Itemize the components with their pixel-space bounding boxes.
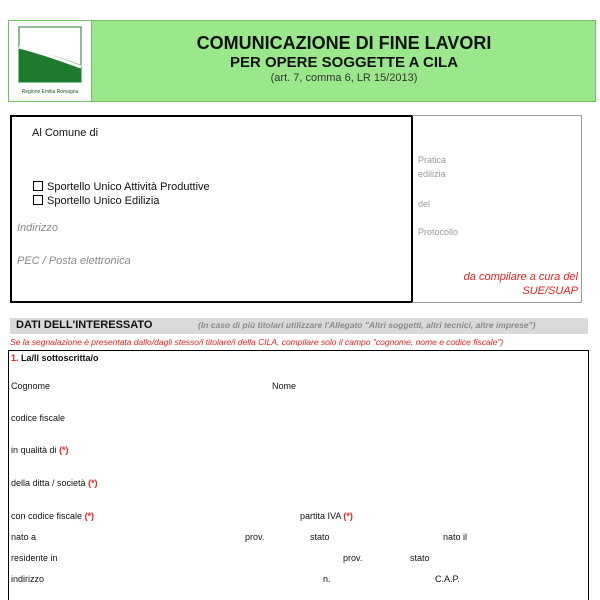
required-mark: (*) xyxy=(88,478,98,488)
pratica-label: Pratica xyxy=(418,155,447,165)
option-suap[interactable] xyxy=(33,181,210,193)
in-qualita-di-label: in qualità di xyxy=(11,445,57,455)
applicant-form xyxy=(8,350,589,600)
ditta-field[interactable] xyxy=(11,478,98,488)
cognome-field[interactable]: Cognome xyxy=(11,381,51,391)
nato-il-field[interactable]: nato il xyxy=(443,532,468,542)
section-note: (In caso di più titolari utilizzare l'Allegato "Altri soggetti, altri tecnici, altre imprese") xyxy=(198,320,536,330)
con-codice-fiscale-label: con codice fiscale xyxy=(11,511,83,521)
address-field[interactable]: Indirizzo xyxy=(17,222,58,234)
residenza-prov-field[interactable]: prov. xyxy=(343,553,363,563)
sue-label: Sportello Unico Edilizia xyxy=(47,195,160,207)
residenza-stato-field[interactable]: stato xyxy=(410,553,430,563)
numero-civico-field[interactable]: n. xyxy=(323,574,331,584)
recipient-box xyxy=(10,115,413,303)
nome-field[interactable]: Nome xyxy=(272,381,297,391)
form-heading xyxy=(11,353,99,363)
sue-checkbox[interactable] xyxy=(33,195,43,205)
form-legal-reference: (art. 7, comma 6, LR 15/2013) xyxy=(270,72,418,84)
compile-note-1: da compilare a cura del xyxy=(463,271,578,283)
nascita-stato-field[interactable]: stato xyxy=(310,532,330,542)
required-mark: (*) xyxy=(343,511,353,521)
nascita-prov-field[interactable]: prov. xyxy=(245,532,265,542)
partita-iva-field[interactable] xyxy=(300,511,353,521)
pec-field[interactable]: PEC / Posta elettronica xyxy=(17,255,131,267)
protocollo-label: Protocollo xyxy=(418,227,459,237)
codice-fiscale-field[interactable]: codice fiscale xyxy=(11,413,66,423)
del-label: del xyxy=(418,199,431,209)
al-comune-label: Al Comune di xyxy=(32,127,99,139)
nato-a-field[interactable]: nato a xyxy=(11,532,37,542)
form-heading-text: La/Il sottoscritta/o xyxy=(21,353,99,363)
compile-note-2: SUE/SUAP xyxy=(522,285,578,297)
logo-caption: Regione Emilia Romagna xyxy=(21,89,79,95)
residente-in-field[interactable]: residente in xyxy=(11,553,58,563)
edilizia-label: edilizia xyxy=(418,169,446,179)
required-mark: (*) xyxy=(84,511,95,521)
suap-checkbox[interactable] xyxy=(33,181,43,191)
ditta-label: della ditta / società xyxy=(11,478,86,488)
suap-label: Sportello Unico Attività Produttive xyxy=(47,181,210,193)
partita-iva-label: partita IVA xyxy=(300,511,341,521)
con-codice-fiscale-field[interactable] xyxy=(11,511,94,521)
form-title: COMUNICAZIONE DI FINE LAVORI xyxy=(196,33,492,53)
section-warning: Se la segnalazione è presentata dallo/dagli stesso/i titolare/i della CILA, compilare solo il campo "cognome, nome e codice fiscale") xyxy=(10,337,504,347)
option-sue[interactable] xyxy=(33,195,160,207)
required-mark: (*) xyxy=(59,445,69,455)
section-title: DATI DELL'INTERESSATO xyxy=(16,319,153,331)
form-subtitle: PER OPERE SOGGETTE A CILA xyxy=(229,54,459,71)
form-heading-number: 1. xyxy=(11,353,19,363)
cap-field[interactable]: C.A.P. xyxy=(435,574,460,584)
indirizzo-field[interactable]: indirizzo xyxy=(11,574,45,584)
in-qualita-di-field[interactable] xyxy=(11,445,69,455)
